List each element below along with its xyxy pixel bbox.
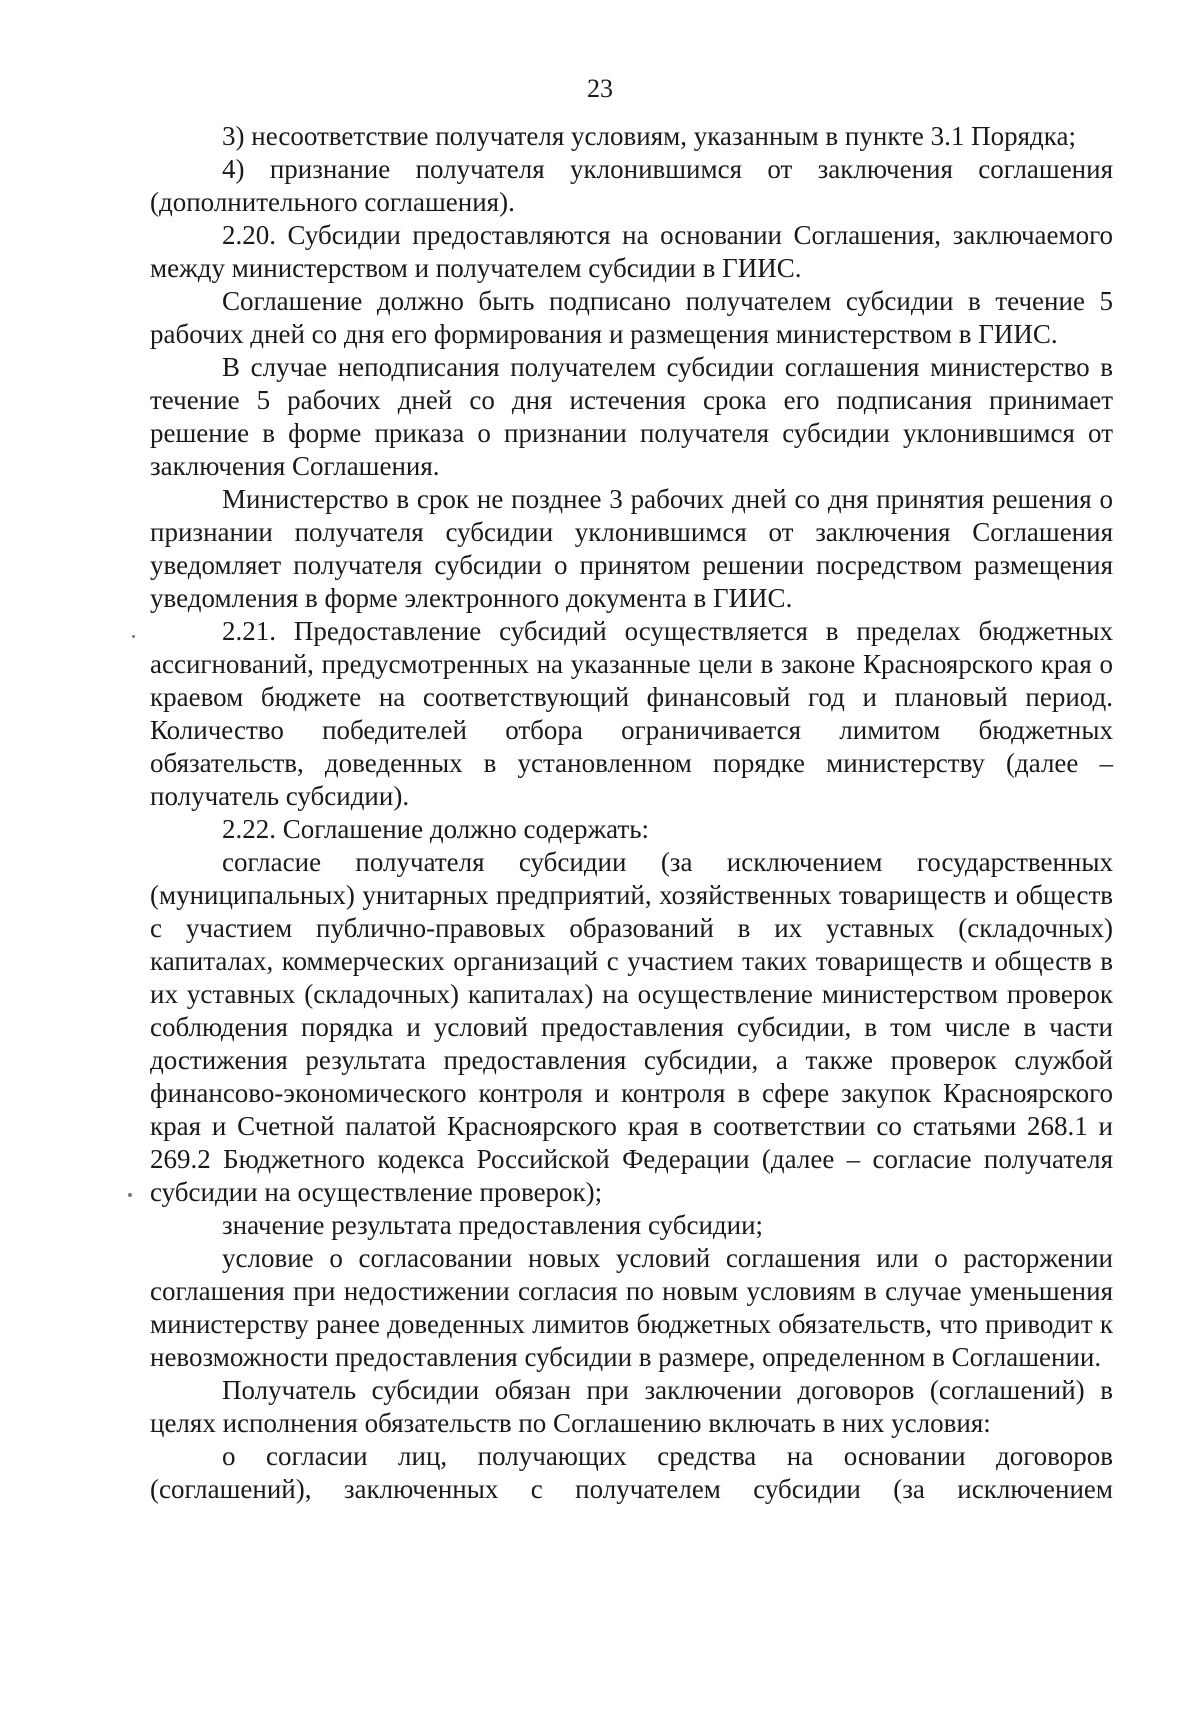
scan-artifact [128, 1193, 132, 1197]
paragraph: 4) признание получателя уклонившимся от заключения соглашения (дополнительного соглашения). [150, 154, 1113, 217]
paragraph: о согласии лиц, получающих средства на основании договоров (соглашений), заключенных с получателем субсидии (за исключением [150, 1441, 1113, 1504]
paragraph: Соглашение должно быть подписано получателем субсидии в течение 5 рабочих дней со дня его формирования и размещения министерством в ГИИС. [150, 286, 1113, 349]
paragraph: согласие получателя субсидии (за исключением государственных (муниципальных) унитарных предприятий, хозяйственных товариществ и обществ с участием публично-правовых образований в их уставных (складочных) капиталах, коммерческих организаций с участием таких товариществ и обществ в их уставных (складочных) капиталах) на осуществление министерством проверок соблюдения порядка и условий предоставления субсидии, в том числе в части достижения результата предоставления субсидии, а также проверок службой финансово-экономического контроля и контроля в сфере закупок Красноярского края и Счетной палатой Красноярского края в соответствии со статьями 268.1 и 269.2 Бюджетного кодекса Российской Федерации (далее – согласие получателя субсидии на осуществление проверок); [150, 847, 1113, 1207]
document-body [150, 120, 1113, 1506]
paragraph: В случае неподписания получателем субсидии соглашения министерство в течение 5 рабочих дней со дня истечения срока его подписания принимает решение в форме приказа о признании получателя субсидии уклонившимся от заключения Соглашения. [150, 352, 1113, 481]
paragraph: условие о согласовании новых условий соглашения или о расторжении соглашения при недостижении согласия по новым условиям в случае уменьшения министерству ранее доведенных лимитов бюджетных обязательств, что приводит к невозможности предоставления субсидии в размере, определенном в Соглашении. [150, 1243, 1113, 1372]
paragraph: 2.21. Предоставление субсидий осуществляется в пределах бюджетных ассигнований, предусмотренных на указанные цели в законе Красноярского края о краевом бюджете на соответствующий финансовый год и плановый период. Количество победителей отбора ограничивается лимитом бюджетных обязательств, доведенных в установленном порядке министерству (далее – получатель субсидии). [150, 616, 1113, 811]
scan-artifact [132, 635, 135, 638]
page-number: 23 [587, 74, 613, 103]
paragraph: Министерство в срок не позднее 3 рабочих дней со дня принятия решения о признании получателя субсидии уклонившимся от заключения Соглашения уведомляет получателя субсидии о принятом решении посредством размещения уведомления в форме электронного документа в ГИИС. [150, 484, 1113, 613]
paragraph: 3) несоответствие получателя условиям, указанным в пункте 3.1 Порядка; [222, 121, 1076, 151]
paragraph: 2.22. Соглашение должно содержать: [222, 814, 650, 844]
paragraph: 2.20. Субсидии предоставляются на основании Соглашения, заключаемого между министерством и получателем субсидии в ГИИС. [150, 220, 1113, 283]
paragraph: значение результата предоставления субсидии; [222, 1210, 764, 1240]
paragraph: Получатель субсидии обязан при заключении договоров (соглашений) в целях исполнения обязательств по Соглашению включать в них условия: [150, 1375, 1113, 1438]
